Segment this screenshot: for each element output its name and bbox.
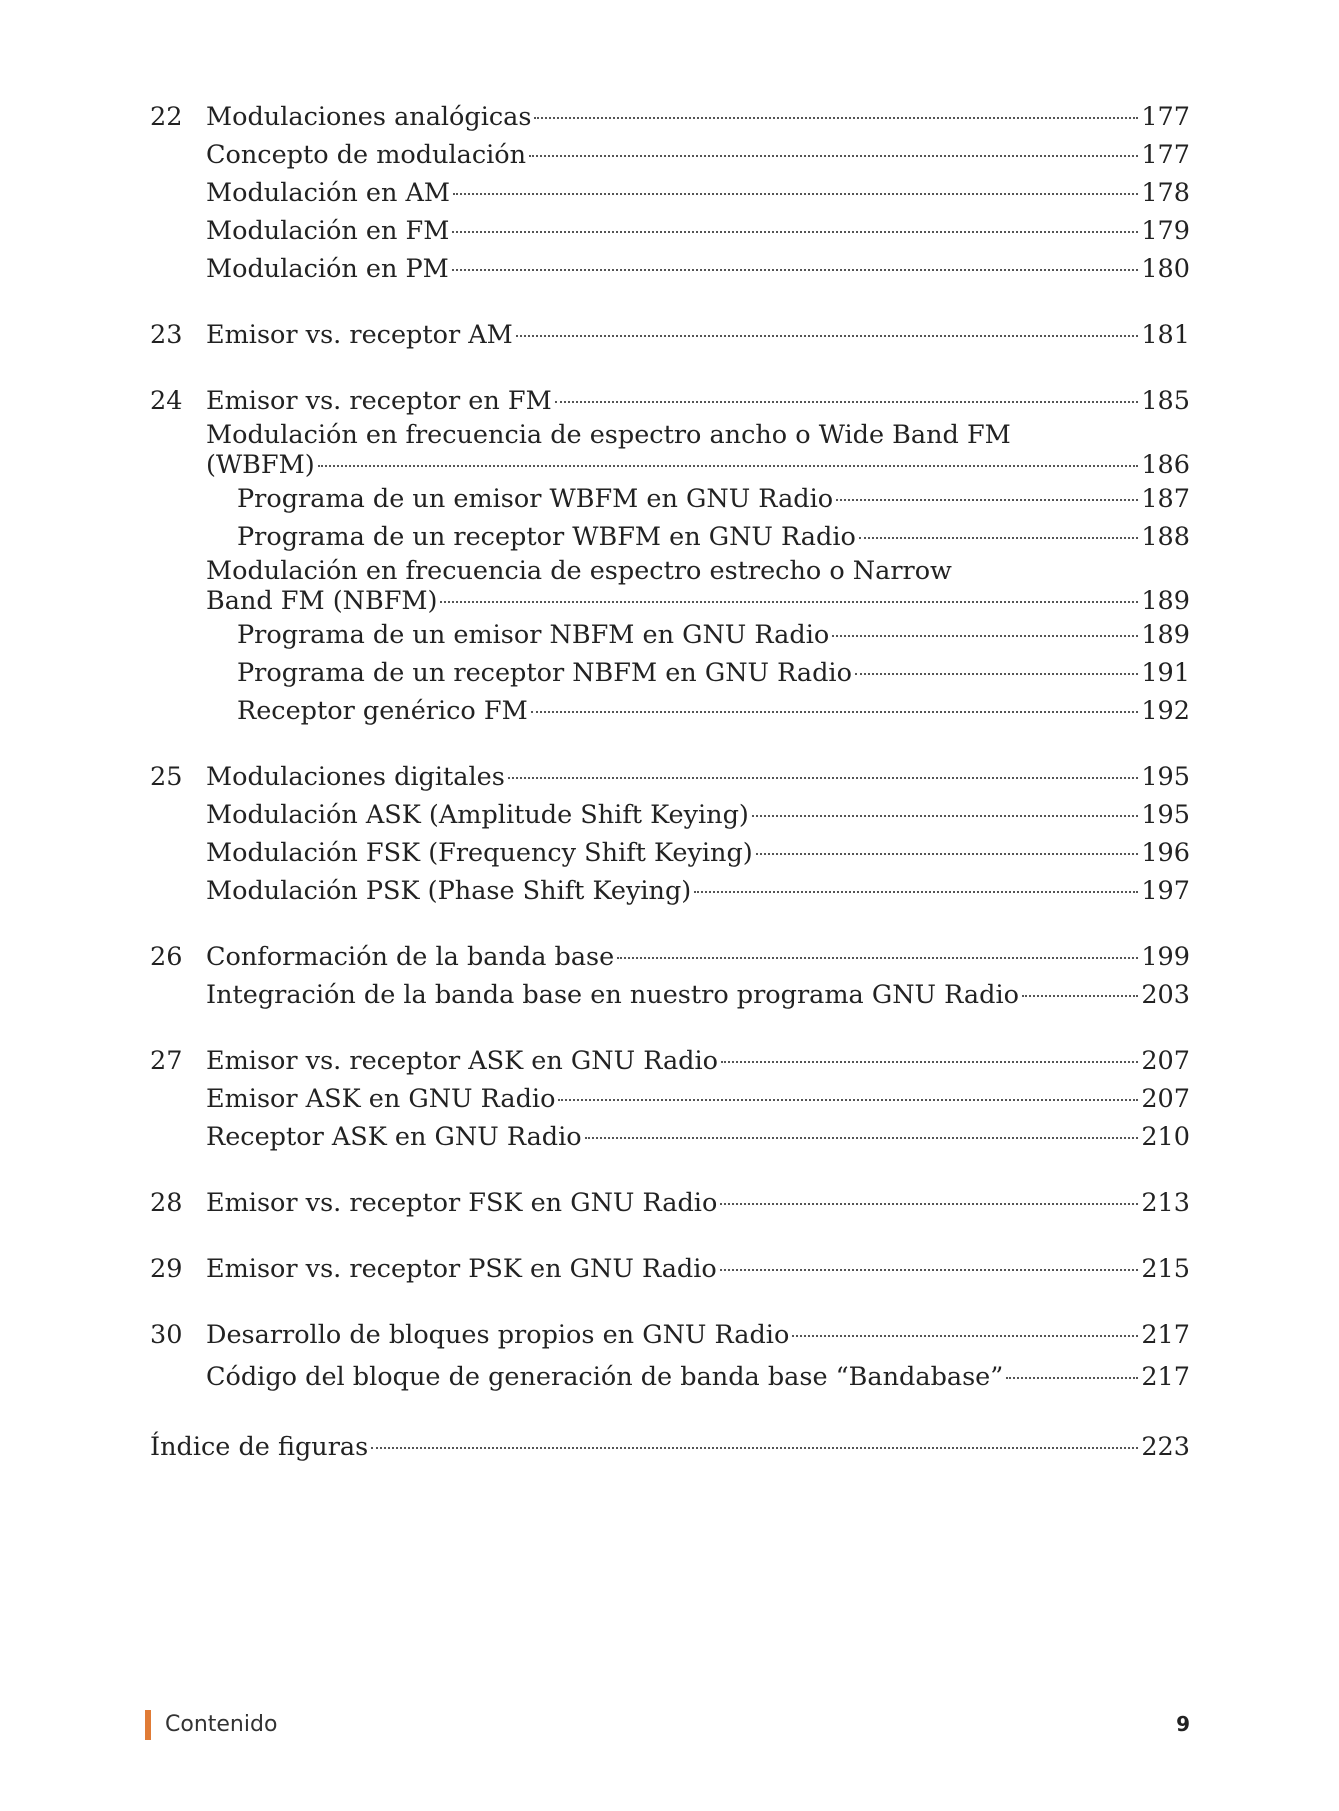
toc-entry[interactable]	[150, 1080, 1190, 1118]
dot-leader	[792, 1335, 1138, 1337]
section-title: Modulación FSK (Frequency Shift Keying)	[206, 838, 753, 868]
page-number: 179	[1141, 216, 1190, 246]
toc-entry-wbfm[interactable]	[150, 420, 1190, 480]
page-number: 191	[1141, 658, 1190, 688]
page-number: 196	[1141, 838, 1190, 868]
page-number: 192	[1141, 696, 1190, 726]
subsection-title: Programa de un emisor WBFM en GNU Radio	[237, 484, 834, 514]
subsection-title: Programa de un emisor NBFM en GNU Radio	[237, 620, 830, 650]
toc-entry[interactable]	[150, 1316, 1190, 1354]
dot-leader	[836, 499, 1138, 501]
toc-entry[interactable]	[150, 212, 1190, 250]
dot-leader	[555, 401, 1139, 403]
toc-entry[interactable]	[150, 976, 1190, 1014]
page-number: 210	[1141, 1122, 1190, 1152]
dot-leader	[617, 957, 1138, 959]
dot-leader	[832, 635, 1138, 637]
chapter-23	[150, 316, 1190, 354]
page-number: 177	[1141, 102, 1190, 132]
toc-entry[interactable]	[150, 692, 1190, 730]
toc-entry-nbfm[interactable]	[150, 556, 1190, 616]
toc-entry[interactable]	[150, 98, 1190, 136]
chapter-title: Emisor vs. receptor ASK en GNU Radio	[206, 1046, 719, 1076]
dot-leader	[855, 673, 1138, 675]
dot-leader	[453, 193, 1138, 195]
section-title: Integración de la banda base en nuestro programa GNU Radio	[206, 980, 1019, 1010]
dot-leader	[508, 777, 1139, 779]
footer-section-label: Contenido	[165, 1712, 278, 1737]
subsection-title: Programa de un receptor NBFM en GNU Radio	[237, 658, 852, 688]
dot-leader	[371, 1447, 1138, 1449]
page-number: 199	[1141, 942, 1190, 972]
page-number: 177	[1141, 140, 1190, 170]
section-title: Modulación en AM	[206, 178, 451, 208]
chapter-title: Modulaciones digitales	[206, 762, 505, 792]
page-number: 186	[1141, 450, 1190, 480]
dot-leader	[585, 1137, 1139, 1139]
dot-leader	[859, 537, 1139, 539]
chapter-30	[150, 1316, 1190, 1400]
toc-entry[interactable]	[150, 1042, 1190, 1080]
chapter-24	[150, 382, 1190, 730]
chapter-number: 29	[150, 1254, 183, 1284]
page-number: 203	[1141, 980, 1190, 1010]
toc-entry[interactable]	[150, 136, 1190, 174]
toc-entry[interactable]	[150, 1354, 1190, 1400]
page-number: 189	[1141, 586, 1190, 616]
chapter-29	[150, 1250, 1190, 1288]
section-title-line2	[206, 586, 1190, 616]
toc-entry[interactable]	[150, 1184, 1190, 1222]
dot-leader	[529, 155, 1138, 157]
chapter-title: Conformación de la banda base	[206, 942, 615, 972]
section-title: Concepto de modulación	[206, 140, 527, 170]
dot-leader	[752, 815, 1138, 817]
footer-page-number: 9	[1176, 1712, 1190, 1736]
section-title-line2	[206, 450, 1190, 480]
section-title: Modulación en frecuencia de espectro ancho o Wide Band FM	[206, 420, 1011, 450]
chapter-title: Desarrollo de bloques propios en GNU Radio	[206, 1320, 790, 1350]
page-number: 207	[1141, 1084, 1190, 1114]
figures-index	[150, 1428, 1190, 1466]
chapter-26	[150, 938, 1190, 1014]
page-number: 189	[1141, 620, 1190, 650]
dot-leader	[694, 891, 1138, 893]
page-number: 217	[1141, 1320, 1190, 1350]
dot-leader	[440, 601, 1138, 603]
chapter-title: Emisor vs. receptor AM	[206, 320, 513, 350]
dot-leader	[452, 231, 1138, 233]
footer-accent-bar	[145, 1710, 151, 1740]
toc-entry[interactable]	[150, 834, 1190, 872]
figures-index-title: Índice de figuras	[150, 1432, 369, 1462]
chapter-number: 23	[150, 320, 183, 350]
chapter-title: Emisor vs. receptor PSK en GNU Radio	[206, 1254, 717, 1284]
chapter-title: Emisor vs. receptor FSK en GNU Radio	[206, 1188, 718, 1218]
chapter-number: 22	[150, 102, 183, 132]
subsection-title: Programa de un receptor WBFM en GNU Radio	[237, 522, 856, 552]
toc-entry[interactable]	[150, 174, 1190, 212]
toc-entry[interactable]	[150, 616, 1190, 654]
page-number: 180	[1141, 254, 1190, 284]
toc-entry[interactable]	[150, 654, 1190, 692]
toc-entry[interactable]	[150, 1250, 1190, 1288]
toc-entry[interactable]	[150, 758, 1190, 796]
chapter-title: Modulaciones analógicas	[206, 102, 532, 132]
section-title: Modulación en FM	[206, 216, 450, 246]
dot-leader	[1006, 1377, 1138, 1379]
section-title: Emisor ASK en GNU Radio	[206, 1084, 556, 1114]
chapter-number: 27	[150, 1046, 183, 1076]
page-number: 217	[1141, 1362, 1190, 1392]
toc-entry[interactable]	[150, 316, 1190, 354]
chapter-27	[150, 1042, 1190, 1156]
dot-leader	[516, 335, 1139, 337]
section-title-cont: Band FM (NBFM)	[206, 586, 438, 616]
page-number: 215	[1141, 1254, 1190, 1284]
toc-entry[interactable]	[150, 382, 1190, 420]
page-number: 223	[1141, 1432, 1190, 1462]
page-number: 185	[1141, 386, 1190, 416]
page-number: 213	[1141, 1188, 1190, 1218]
section-title: Modulación en PM	[206, 254, 449, 284]
section-title-line1	[206, 420, 1190, 450]
toc-entry[interactable]	[150, 1428, 1190, 1466]
section-title-cont: (WBFM)	[206, 450, 315, 480]
section-title: Código del bloque de generación de banda base “Bandabase”	[206, 1362, 1004, 1392]
toc-entry[interactable]	[150, 938, 1190, 976]
chapter-number: 24	[150, 386, 183, 416]
subsection-title: Receptor genérico FM	[237, 696, 528, 726]
table-of-contents	[150, 98, 1190, 1494]
page-number: 181	[1141, 320, 1190, 350]
toc-entry[interactable]	[150, 250, 1190, 288]
chapter-title: Emisor vs. receptor en FM	[206, 386, 552, 416]
chapter-28	[150, 1184, 1190, 1222]
toc-entry[interactable]	[150, 872, 1190, 910]
dot-leader	[531, 711, 1139, 713]
dot-leader	[720, 1203, 1138, 1205]
page-number: 197	[1141, 876, 1190, 906]
dot-leader	[720, 1269, 1139, 1271]
chapter-number: 28	[150, 1188, 183, 1218]
chapter-number: 25	[150, 762, 183, 792]
page-number: 188	[1141, 522, 1190, 552]
dot-leader	[756, 853, 1139, 855]
toc-entry[interactable]	[150, 1118, 1190, 1156]
chapter-22	[150, 98, 1190, 288]
dot-leader	[318, 465, 1139, 467]
section-title: Modulación PSK (Phase Shift Keying)	[206, 876, 692, 906]
section-title-line1	[206, 556, 1190, 586]
chapter-number: 30	[150, 1320, 183, 1350]
page-number: 195	[1141, 800, 1190, 830]
dot-leader	[534, 117, 1138, 119]
chapter-25	[150, 758, 1190, 910]
page-number: 207	[1141, 1046, 1190, 1076]
section-title: Modulación ASK (Amplitude Shift Keying)	[206, 800, 749, 830]
page-number: 195	[1141, 762, 1190, 792]
toc-entry[interactable]	[150, 480, 1190, 518]
dot-leader	[1022, 995, 1138, 997]
page-number: 187	[1141, 484, 1190, 514]
section-title: Receptor ASK en GNU Radio	[206, 1122, 582, 1152]
page-number: 178	[1141, 178, 1190, 208]
section-title: Modulación en frecuencia de espectro estrecho o Narrow	[206, 556, 952, 586]
toc-entry[interactable]	[150, 796, 1190, 834]
dot-leader	[721, 1061, 1138, 1063]
dot-leader	[558, 1099, 1138, 1101]
dot-leader	[452, 269, 1139, 271]
page-footer	[145, 1710, 1190, 1740]
chapter-number: 26	[150, 942, 183, 972]
toc-entry[interactable]	[150, 518, 1190, 556]
